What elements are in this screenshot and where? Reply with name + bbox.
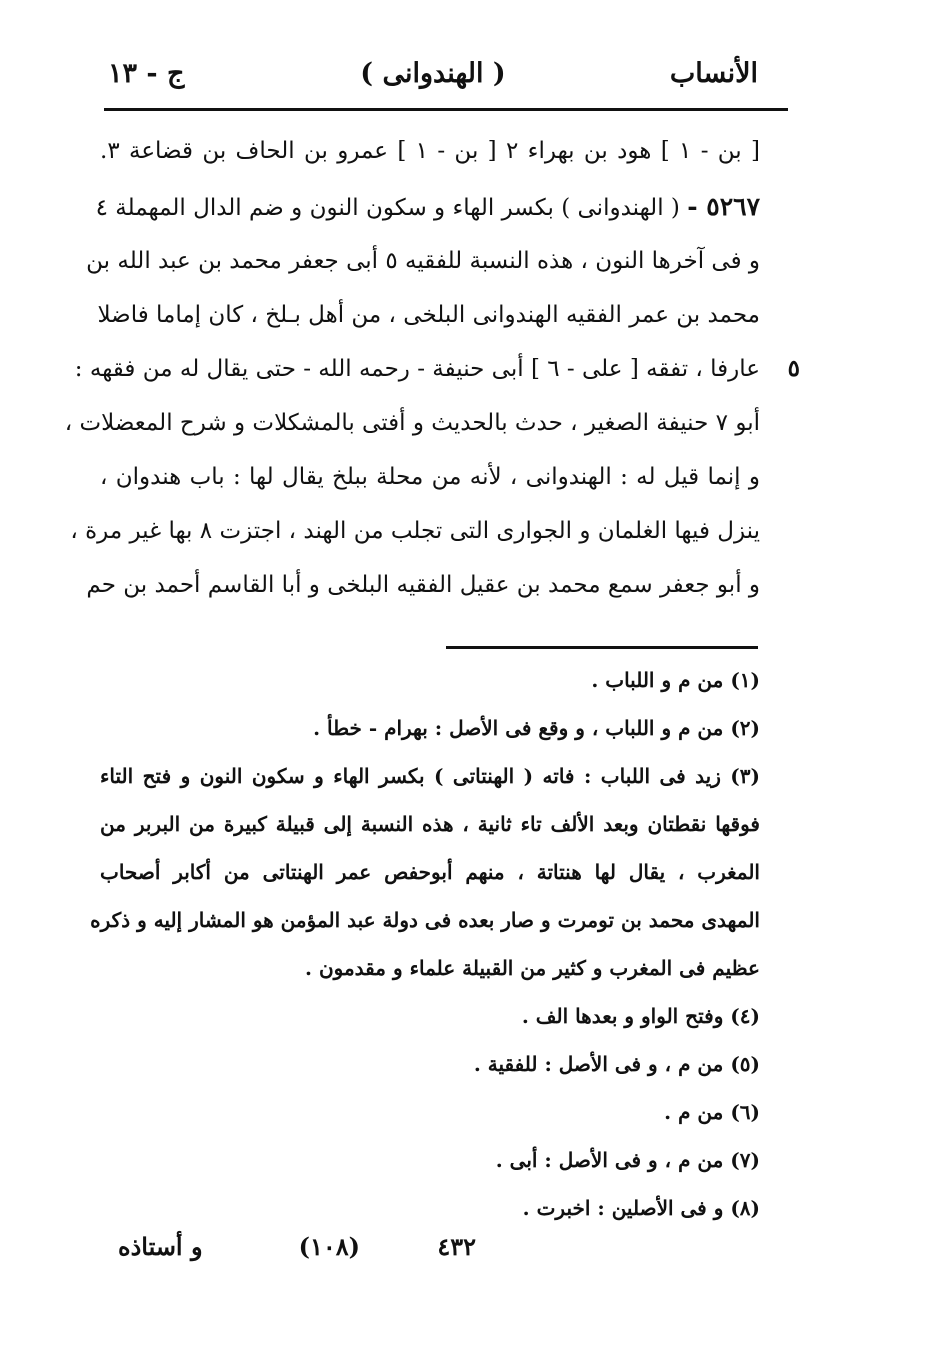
footnote-divider bbox=[446, 646, 758, 649]
text-line: ينزل فيها الغلمان و الجوارى التى تجلب من الهند ، اجتزت ٨ بها غير مرة ، bbox=[70, 518, 760, 544]
footnote: (٢) من م و اللباب ، و وقع فى الأصل : بهرام - خطأ . bbox=[313, 716, 760, 740]
text-line-entry bbox=[95, 180, 760, 234]
page-number: ٤٣٢ bbox=[437, 1232, 476, 1261]
footnote: (٤) وفتح الواو و بعدها الف . bbox=[521, 1004, 760, 1028]
text-line: و إنما قيل له : الهندوانى ، لأنه من محلة ببلخ يقال لها : باب هندوان ، bbox=[100, 464, 760, 490]
text-line: و أبو جعفر سمع محمد بن عقيل الفقيه البلخى و أبا القاسم أحمد بن حم bbox=[86, 572, 760, 598]
footnote-continuation: فوقها نقطتان وبعد الألف تاء ثانية ، هذه النسبة إلى قبيلة كبيرة من البربر من bbox=[100, 812, 760, 836]
footnote-continuation: عظيم فى المغرب و كثير من القبيلة علماء و مقدمون . bbox=[305, 956, 760, 980]
margin-line-number: ٥ bbox=[787, 355, 800, 382]
main-text bbox=[64, 124, 800, 612]
text-line: ( الهندوانى ) بكسر الهاء و سكون النون و ضم الدال المهملة ٤ bbox=[95, 195, 680, 221]
footnote-continuation: المغرب ، يقال لها هنتاتة ، منهم أبوحفص عمر الهنتاتى من أكابر أصحاب bbox=[100, 860, 760, 884]
volume-number: ج - ١٣ bbox=[108, 58, 185, 89]
section-title: ( الهندوانى ) bbox=[360, 58, 506, 89]
footnote: (٥) من م ، و فى الأصل : للفقية . bbox=[473, 1052, 760, 1076]
text-line: و فى آخرها النون ، هذه النسبة للفقيه ٥ أبى جعفر محمد بن عبد الله بن bbox=[86, 248, 760, 274]
catchword: و أستاذه bbox=[118, 1232, 203, 1261]
footnote-continuation: المهدى محمد بن تومرت و صار بعده فى دولة عبد المؤمن هو المشار إليه و ذكره bbox=[90, 908, 760, 932]
footnote: (٣) زيد فى اللباب : فاته ( الهنتاتى ) بكسر الهاء و سكون النون و فتح التاء bbox=[100, 764, 760, 788]
footnote: (٨) و فى الأصلين : اخبرت . bbox=[522, 1196, 760, 1220]
text-line: [ بن - ١ ] هود بن بهراء ٢ [ بن - ١ ] عمرو بن الحاف بن قضاعة ٣. bbox=[100, 138, 761, 164]
footnote: (٧) من م ، و فى الأصل : أبى . bbox=[495, 1148, 760, 1172]
text-line: محمد بن عمر الفقيه الهندوانى البلخى ، من أهل بـلخ ، كان إماما فاضلا bbox=[97, 302, 760, 328]
book-title: الأنساب bbox=[669, 58, 758, 89]
signature-mark: (١٠٨) bbox=[298, 1232, 360, 1261]
text-line-with-margin bbox=[74, 342, 800, 396]
footnotes bbox=[90, 656, 760, 1232]
header-rule bbox=[104, 108, 788, 111]
footnote: (٦) من م . bbox=[664, 1100, 760, 1124]
page-footer bbox=[118, 1232, 758, 1272]
footnote: (١) من م و اللباب . bbox=[591, 668, 760, 692]
text-line: أبو ٧ حنيفة الصغير ، حدث بالحديث و أفتى بالمشكلات و شرح المعضلات ، bbox=[64, 410, 760, 436]
text-line: عارفا ، تفقه [ على - ٦ ] أبى حنيفة - رحمه الله - حتى يقال له من فقهه : bbox=[74, 356, 760, 382]
running-header bbox=[108, 52, 758, 102]
entry-number: ٥٢٦٧ - bbox=[687, 192, 760, 221]
